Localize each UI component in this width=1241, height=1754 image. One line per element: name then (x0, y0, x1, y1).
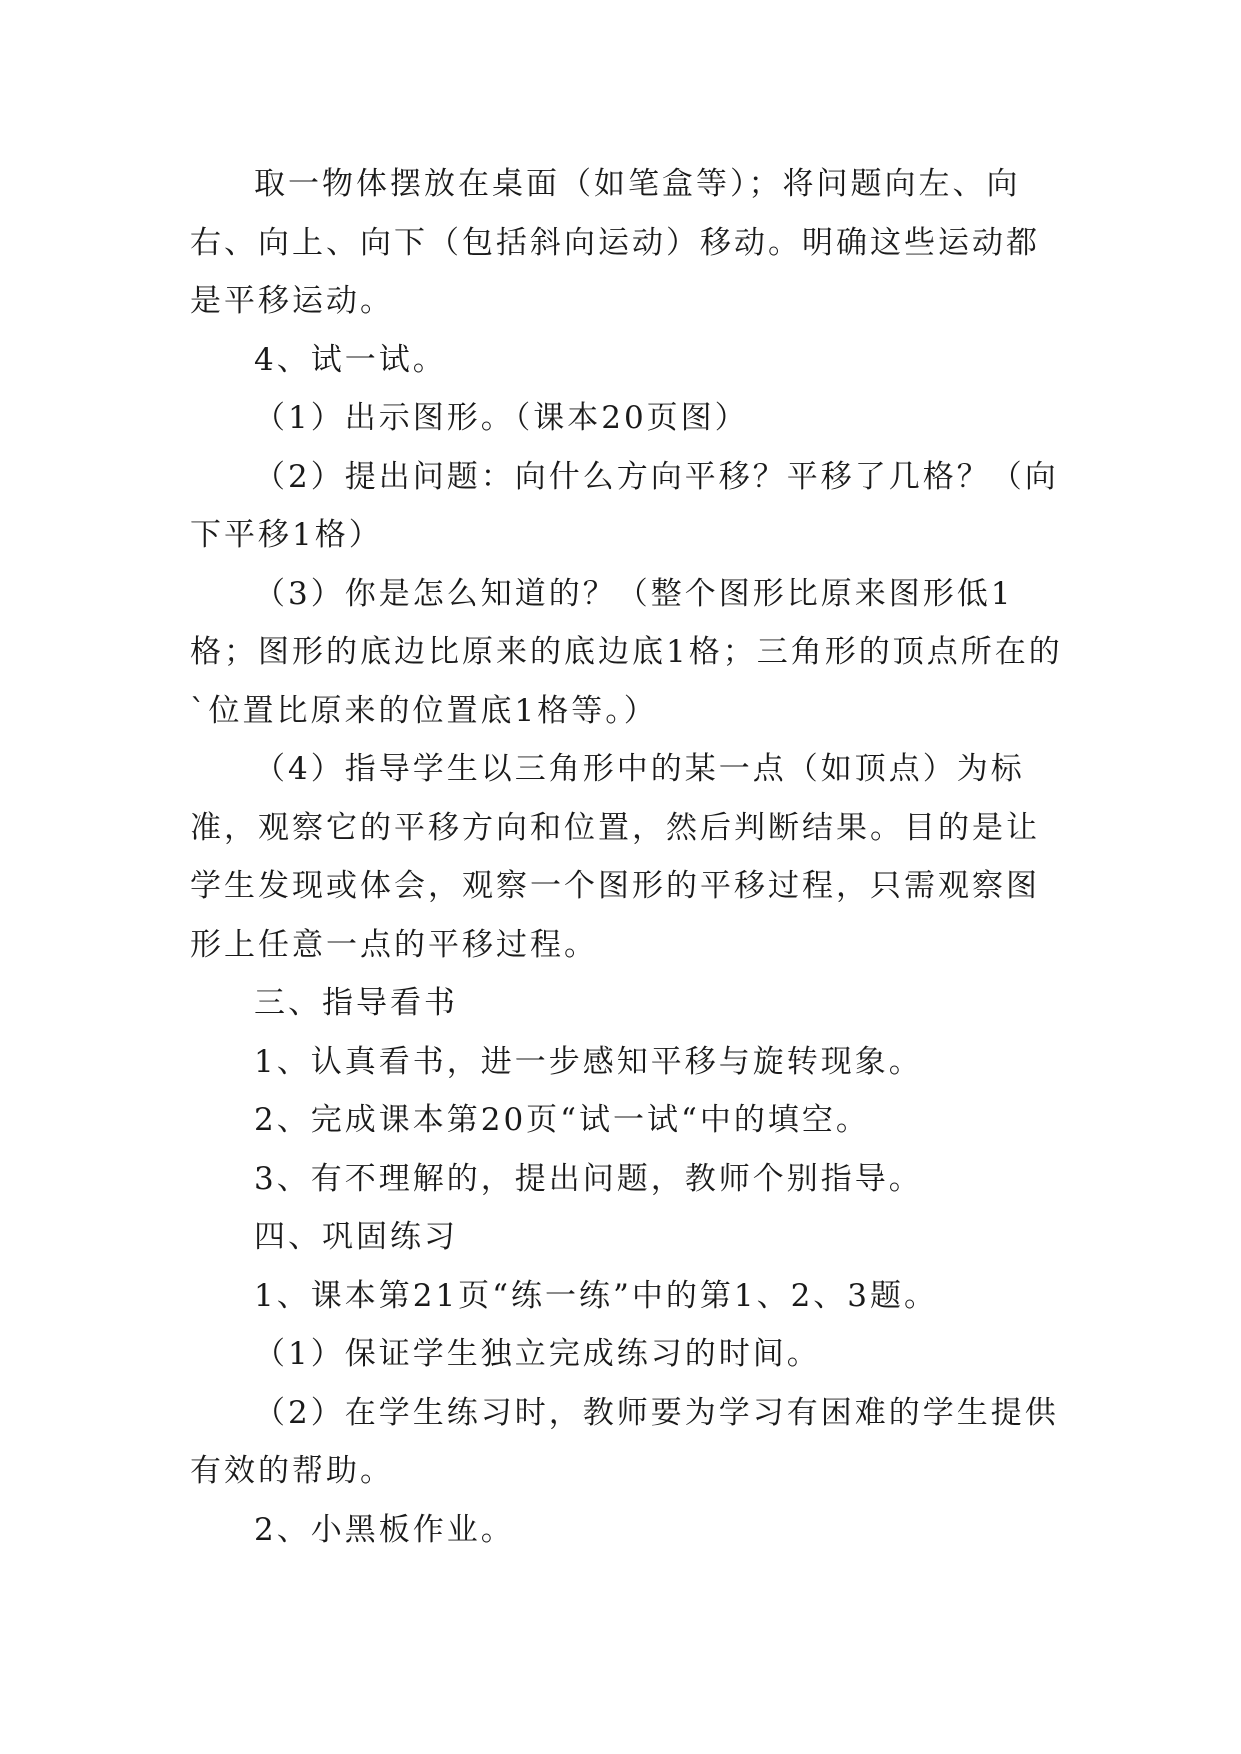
paragraph-5: （3）你是怎么知道的？（整个图形比原来图形低1格；图形的底边比原来的底边底1格；三角形的顶点所在的`位置比原来的位置底1格等。） (190, 575, 1063, 729)
section-heading-3: 三、指导看书 (254, 985, 458, 1021)
paragraph-8: 1、认真看书，进一步感知平移与旋转现象。 (254, 1043, 923, 1080)
paragraph-12: 1、课本第21页“练一练”中的第1、2、3题。 (254, 1277, 939, 1314)
paragraph-14: （2）在学生练习时，教师要为学习有困难的学生提供有效的帮助。 (190, 1394, 1059, 1489)
section-heading-4: 四、巩固练习 (254, 1219, 458, 1255)
paragraph-13: （1）保证学生独立完成练习的时间。 (254, 1336, 821, 1372)
paragraph-1: 取一物体摆放在桌面（如笔盒等）；将问题向左、向右、向上、向下（包括斜向运动）移动。明确这些运动都是平移运动。 (190, 166, 1040, 319)
paragraph-9: 2、完成课本第20页“试一试“中的填空。 (254, 1102, 870, 1138)
paragraph-3: （1）出示图形。（课本20页图） (254, 400, 749, 436)
paragraph-4: （2）提出问题：向什么方向平移？平移了几格？（向下平移1格） (190, 458, 1059, 553)
paragraph-10: 3、有不理解的，提出问题，教师个别指导。 (254, 1160, 923, 1197)
paragraph-15: 2、小黑板作业。 (254, 1511, 515, 1548)
paragraph-2: 4、试一试。 (254, 341, 447, 378)
document-body (190, 155, 1070, 1559)
paragraph-6: （4）指导学生以三角形中的某一点（如顶点）为标准，观察它的平移方向和位置，然后判断结果。目的是让学生发现或体会，观察一个图形的平移过程，只需观察图形上任意一点的平移过程。 (190, 751, 1040, 963)
